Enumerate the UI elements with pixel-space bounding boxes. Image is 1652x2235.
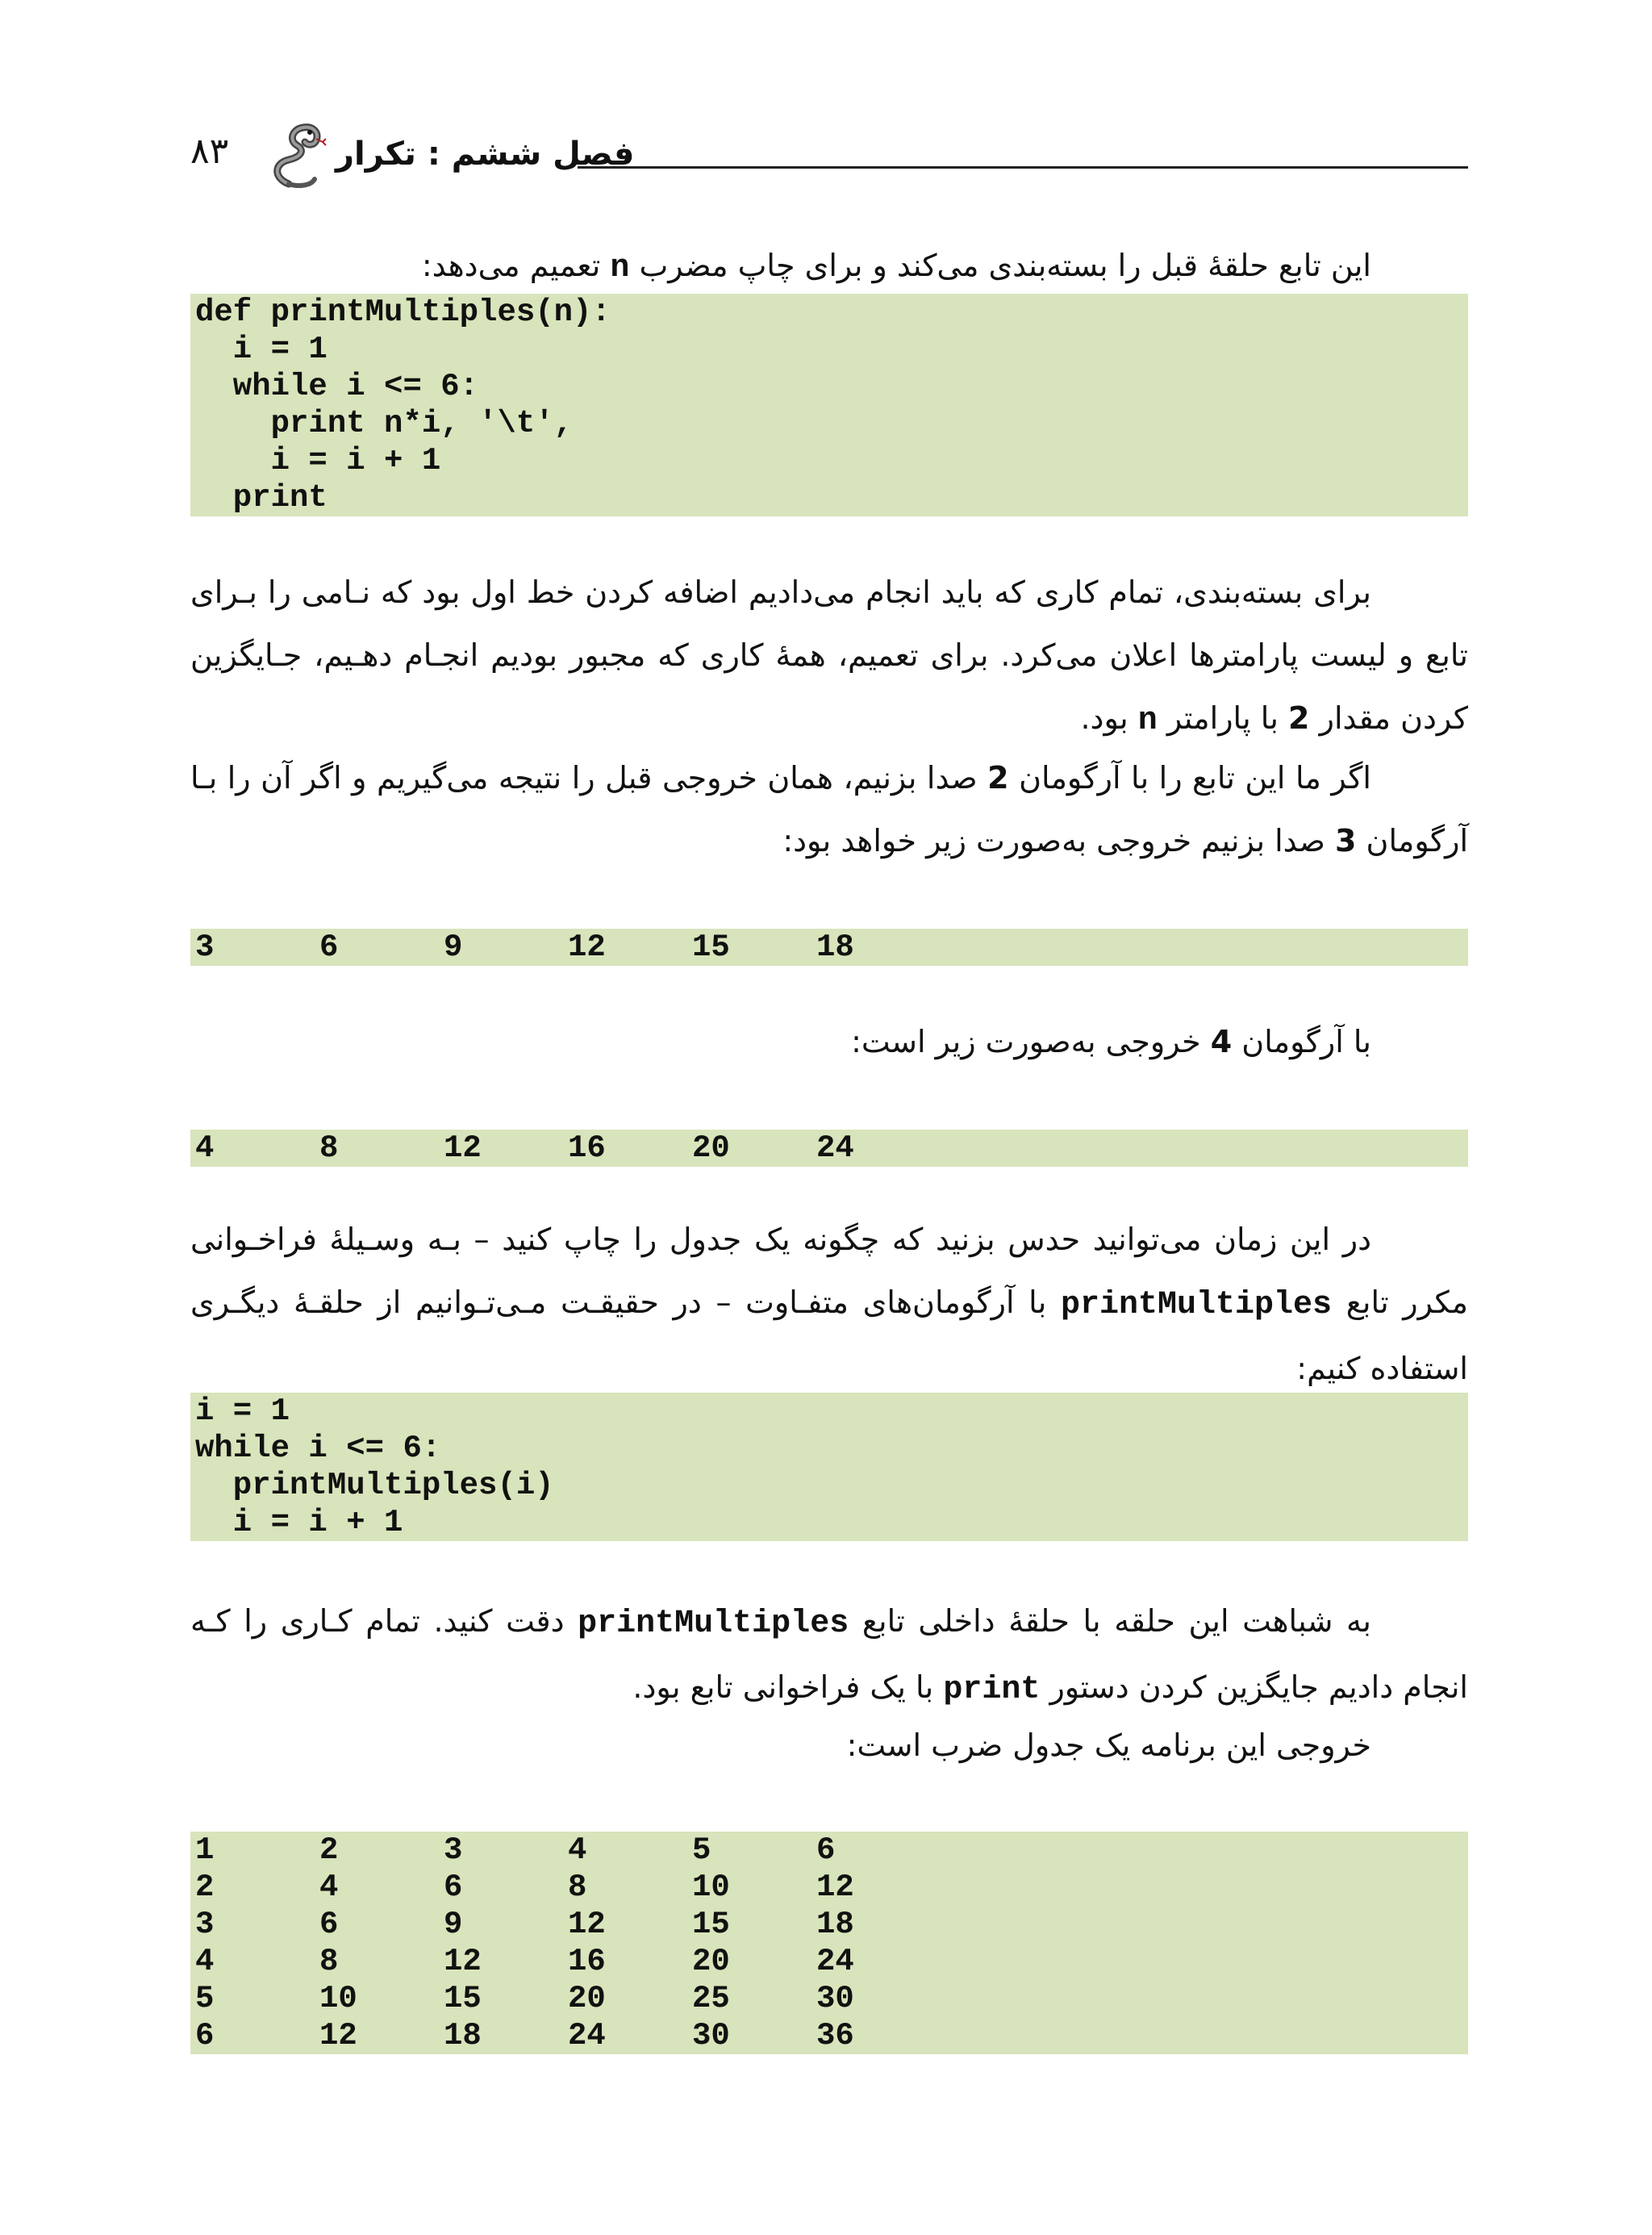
chapter-title: فصل ششم : تکرار xyxy=(336,136,635,173)
table-cell: 24 xyxy=(568,2018,606,2053)
inline-code-printmultiples: printMultiples xyxy=(578,1606,849,1642)
table-cell: 6 xyxy=(444,1869,463,1905)
output-row: 4 8 12 16 20 24 xyxy=(195,1130,854,1166)
text-line: برای بسته‌بندی، تمام کاری که باید انجام می‌دادیم اضافه کردن خط اول بود که نـامی را بـرای xyxy=(190,574,1371,610)
paragraph-argument-4: با آرگومان 4 خروجی به‌صورت زیر است: xyxy=(851,1024,1371,1059)
paragraph-similarity xyxy=(190,1590,1468,1722)
code-line: def printMultiples(n): xyxy=(195,295,611,330)
paragraph-arguments xyxy=(190,746,1468,872)
code-block-print-multiples xyxy=(190,294,1468,516)
paragraph-encapsulation xyxy=(190,561,1468,753)
code-line: i = i + 1 xyxy=(195,1505,403,1540)
table-cell: 5 xyxy=(692,1832,711,1868)
header-rule xyxy=(578,166,1468,169)
table-row xyxy=(190,1980,1468,2017)
intro-paragraph: این تابع حلقهٔ قبل را بسته‌بندی می‌کند و برای چاپ مضرب n تعمیم می‌دهد: xyxy=(421,248,1371,286)
snake-mascot-icon xyxy=(265,121,329,189)
text-line: آرگومان 3 صدا بزنیم خروجی به‌صورت زیر خواهد بود: xyxy=(782,823,1468,858)
output-argument-4 xyxy=(190,1130,1468,1167)
table-cell: 12 xyxy=(444,1944,482,1979)
table-cell: 18 xyxy=(816,1907,854,1942)
page-number: ۸۳ xyxy=(190,131,229,172)
table-cell: 4 xyxy=(568,1832,587,1868)
table-cell: 36 xyxy=(816,2018,854,2053)
table-cell: 3 xyxy=(195,1907,215,1942)
text-line: در این زمان می‌توانید حدس بزنید که چگونه یک جدول را چاپ کنید – بـه وسـیلهٔ فراخـوانی xyxy=(190,1222,1371,1257)
page-header xyxy=(190,121,1468,194)
table-row xyxy=(190,1943,1468,1980)
code-line: print xyxy=(195,480,327,516)
table-cell: 1 xyxy=(195,1832,215,1868)
output-row: 3 6 9 12 15 18 xyxy=(195,930,854,965)
table-cell: 5 xyxy=(195,1981,215,2016)
paragraph-table-guess xyxy=(190,1208,1468,1400)
text-line: به شباهت این حلقه با حلقهٔ داخلی تابع printMultiples دقت کنید. تمام کـاری را کـه xyxy=(190,1603,1371,1642)
code-line: i = 1 xyxy=(195,332,327,367)
table-row xyxy=(190,2017,1468,2054)
table-cell: 10 xyxy=(319,1981,357,2016)
inline-code-print: print xyxy=(943,1672,1041,1708)
output-argument-3 xyxy=(190,929,1468,966)
table-cell: 10 xyxy=(692,1869,730,1905)
table-cell: 24 xyxy=(816,1944,854,1979)
table-cell: 16 xyxy=(568,1944,606,1979)
text-line: انجام دادیم جایگزین کردن دستور print با یک فراخوانی تابع بود. xyxy=(632,1669,1468,1708)
code-line: while i <= 6: xyxy=(195,369,479,404)
text-line: کردن مقدار 2 با پارامتر n بود. xyxy=(1080,700,1468,739)
table-cell: 15 xyxy=(692,1907,730,1942)
table-cell: 20 xyxy=(692,1944,730,1979)
table-cell: 8 xyxy=(319,1944,339,1979)
code-line: printMultiples(i) xyxy=(195,1468,554,1503)
table-cell: 6 xyxy=(319,1907,339,1942)
text-line: استفاده کنیم: xyxy=(1296,1351,1468,1386)
table-cell: 12 xyxy=(816,1869,854,1905)
table-cell: 12 xyxy=(319,2018,357,2053)
table-cell: 4 xyxy=(319,1869,339,1905)
table-row xyxy=(190,1906,1468,1943)
table-cell: 8 xyxy=(568,1869,587,1905)
table-cell: 6 xyxy=(816,1832,836,1868)
text-line: مکرر تابع printMultiples با آرگومان‌های متفـاوت – در حقیقـت مـی‌تـوانیم از حلقـهٔ دیگـری xyxy=(190,1285,1468,1323)
multiplication-table-output xyxy=(190,1832,1468,2054)
text-line: تابع و لیست پارامترها اعلان می‌کرد. برای تعمیم، همهٔ کاری که مجبور بودیم انجـام دهـیم، جـایگزین xyxy=(190,637,1468,673)
inline-code-n: n xyxy=(610,250,630,286)
table-cell: 30 xyxy=(692,2018,730,2053)
code-line: while i <= 6: xyxy=(195,1431,441,1466)
inline-code-printmultiples: printMultiples xyxy=(1060,1287,1333,1323)
text-line: اگر ما این تابع را با آرگومان 2 صدا بزنیم، همان خروجی قبل را نتیجه می‌گیریم و اگر آن را بـا xyxy=(190,760,1371,796)
table-cell: 9 xyxy=(444,1907,463,1942)
code-line: print n*i, '\t', xyxy=(195,406,574,441)
table-cell: 12 xyxy=(568,1907,606,1942)
table-cell: 2 xyxy=(195,1869,215,1905)
table-cell: 15 xyxy=(444,1981,482,2016)
table-cell: 30 xyxy=(816,1981,854,2016)
code-block-outer-loop xyxy=(190,1393,1468,1541)
table-row xyxy=(190,1869,1468,1906)
table-row xyxy=(190,1832,1468,1869)
paragraph-output-intro: خروجی این برنامه یک جدول ضرب است: xyxy=(846,1727,1371,1763)
table-cell: 20 xyxy=(568,1981,606,2016)
table-cell: 25 xyxy=(692,1981,730,2016)
table-cell: 18 xyxy=(444,2018,482,2053)
code-line: i = i + 1 xyxy=(195,443,441,478)
table-cell: 2 xyxy=(319,1832,339,1868)
table-cell: 6 xyxy=(195,2018,215,2053)
code-line: i = 1 xyxy=(195,1393,290,1429)
table-cell: 3 xyxy=(444,1832,463,1868)
table-cell: 4 xyxy=(195,1944,215,1979)
